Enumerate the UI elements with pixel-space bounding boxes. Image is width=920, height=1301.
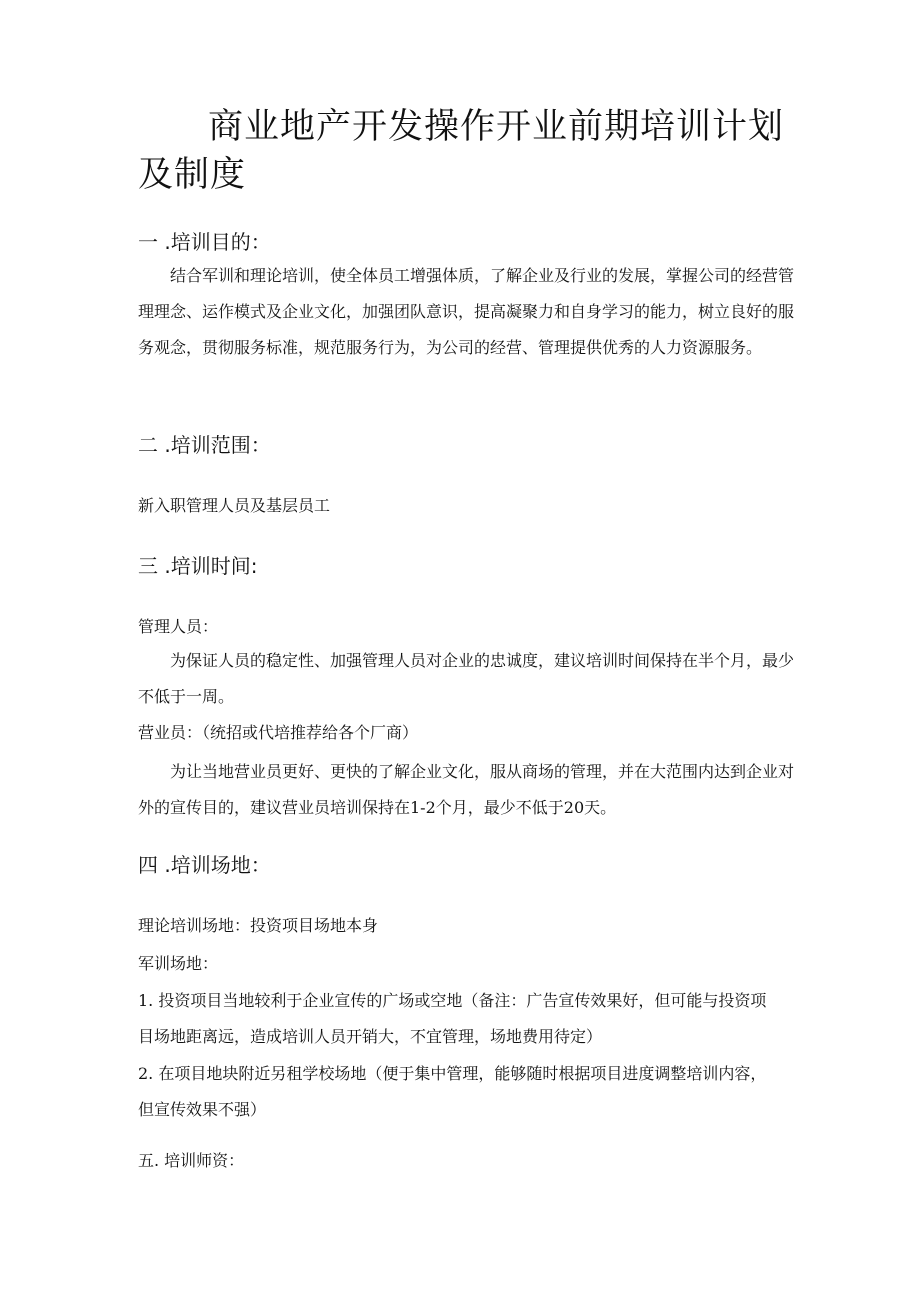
section-heading-trainers: 五. 培训师资： — [138, 1151, 245, 1170]
section-heading-venue: 四 .培训场地： — [138, 853, 271, 877]
theory-site-text: 理论培训场地：投资项目场地本身 — [138, 916, 379, 935]
venue-option-2: 2. 在项目地块附近另租学校场地（便于集中管理，能够随时根据项目进度调整培训内容，但宣传效果不强） — [138, 1064, 767, 1119]
section-heading-scope: 二 .培训范围： — [138, 433, 271, 457]
document-title: 商业地产开发操作开业前期培训计划及制度 — [138, 107, 785, 195]
sales-label: 营业员：（统招或代培推荐给各个厂商） — [138, 723, 419, 742]
scope-text: 新入职管理人员及基层员工 — [138, 496, 331, 515]
sales-time-paragraph: 为让当地营业员更好、更快的了解企业文化，服从商场的管理，并在大范围内达到企业对外的宣传目的，建议营业员培训保持在1-2个月，最少不低于20天。 — [138, 762, 795, 817]
manager-label: 管理人员： — [138, 617, 219, 636]
manager-time-paragraph: 为保证人员的稳定性、加强管理人员对企业的忠诚度，建议培训时间保持在半个月，最少不低于一周。 — [138, 651, 795, 706]
venue-option-1: 1. 投资项目当地较利于企业宣传的广场或空地（备注：广告宣传效果好，但可能与投资项目场地距离远，造成培训人员开销大，不宜管理，场地费用待定） — [138, 991, 767, 1046]
military-site-label: 军训场地： — [138, 954, 219, 973]
purpose-paragraph: 结合军训和理论培训，使全体员工增强体质，了解企业及行业的发展，掌握公司的经营管理理念、运作模式及企业文化，加强团队意识，提高凝聚力和自身学习的能力，树立良好的服务观念，贯彻服务标准，规范服务行为，为公司的经营、管理提供优秀的人力资源服务。 — [138, 266, 795, 357]
section-heading-purpose: 一 .培训目的： — [138, 230, 271, 254]
section-heading-time: 三 .培训时间: — [138, 554, 258, 578]
